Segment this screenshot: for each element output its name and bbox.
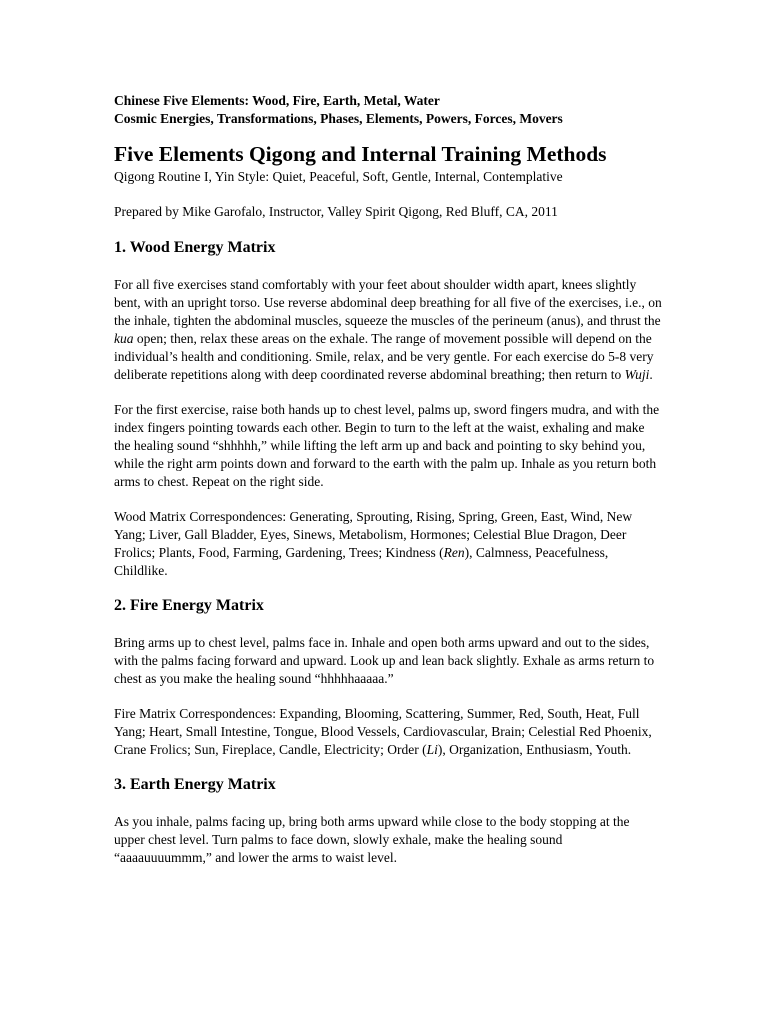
prepared-by: Prepared by Mike Garofalo, Instructor, Valley Spirit Qigong, Red Bluff, CA, 2011 (114, 204, 558, 219)
page-subtitle: Qigong Routine I, Yin Style: Quiet, Peaceful, Soft, Gentle, Internal, Contemplative (114, 169, 563, 184)
section-heading-fire: 2. Fire Energy Matrix (114, 597, 264, 614)
wood-intro-text-b: open; then, relax these areas on the exhale. The range of movement possible will depend on the individual’s health and conditioning. Smile, relax, and be very gentle. For each exercise do 5-8 very deliberate repetitions along with deep coordinated reverse abdominal breathing; then return to (114, 331, 654, 382)
li-term: Li (426, 742, 438, 757)
fire-paragraph-exercise: Bring arms up to chest level, palms face in. Inhale and open both arms upward and out to the sides, with the palms facing forward and upward. Look up and lean back slightly. Exhale as arms return to chest as you make the healing sound “hhhhhaaaaa.” (114, 635, 655, 686)
wood-intro-text-c: . (649, 367, 653, 382)
wood-paragraph-intro (114, 276, 662, 384)
fire-corr-text-b: ), Organization, Enthusiasm, Youth. (437, 742, 632, 757)
ren-term: Ren (443, 545, 465, 560)
document-page (114, 92, 662, 867)
fire-paragraph-correspondences (114, 705, 662, 759)
header-line-elements: Chinese Five Elements: Wood, Fire, Earth, Metal, Water (114, 93, 440, 108)
section-heading-wood: 1. Wood Energy Matrix (114, 239, 276, 256)
wood-corr-text-b: ), Calmness, Peacefulness, Childlike. (114, 545, 609, 578)
kua-term: kua (114, 331, 134, 346)
wuji-term: Wuji (624, 367, 650, 382)
section-heading-earth: 3. Earth Energy Matrix (114, 776, 276, 793)
fire-corr-text-a: Fire Matrix Correspondences: Expanding, Blooming, Scattering, Summer, Red, South, Heat, Full Yang; Heart, Small Intestine, Tongue, Blood Vessels, Cardiovascular, Brain; Celestial Red Phoenix, Crane Frolics; Sun, Fireplace, Candle, Electricity; Order ( (114, 706, 652, 757)
wood-paragraph-correspondences (114, 508, 662, 580)
wood-intro-text-a: For all five exercises stand comfortably with your feet about shoulder width apart, knees slightly bent, with an upright torso. Use reverse abdominal deep breathing for all five of the exercises, i.e., on the inhale, tighten the abdominal muscles, squeeze the muscles of the perineum (anus), and thrust the (114, 277, 662, 328)
wood-corr-text-a: Wood Matrix Correspondences: Generating, Sprouting, Rising, Spring, Green, East, Wind, New Yang; Liver, Gall Bladder, Eyes, Sinews, Metabolism, Hormones; Celestial Blue Dragon, Deer Frolics; Plants, Food, Farming, Gardening, Trees; Kindness ( (114, 509, 633, 560)
page-title: Five Elements Qigong and Internal Training Methods (114, 142, 607, 166)
earth-paragraph-exercise: As you inhale, palms facing up, bring both arms upward while close to the body stopping at the upper chest level. Turn palms to face down, slowly exhale, make the healing sound “aaaauuuummm,” and lower the arms to waist level. (114, 814, 630, 865)
wood-paragraph-exercise: For the first exercise, raise both hands up to chest level, palms up, sword fingers mudra, and with the index fingers pointing towards each other. Begin to turn to the left at the waist, exhaling and make the healing sound “shhhhh,” while lifting the left arm up and back and pointing to sky behind you, while the right arm points down and forward to the earth with the palm up. Inhale as you return both arms to chest. Repeat on the right side. (114, 402, 660, 489)
header-line-energies: Cosmic Energies, Transformations, Phases, Elements, Powers, Forces, Movers (114, 111, 563, 126)
